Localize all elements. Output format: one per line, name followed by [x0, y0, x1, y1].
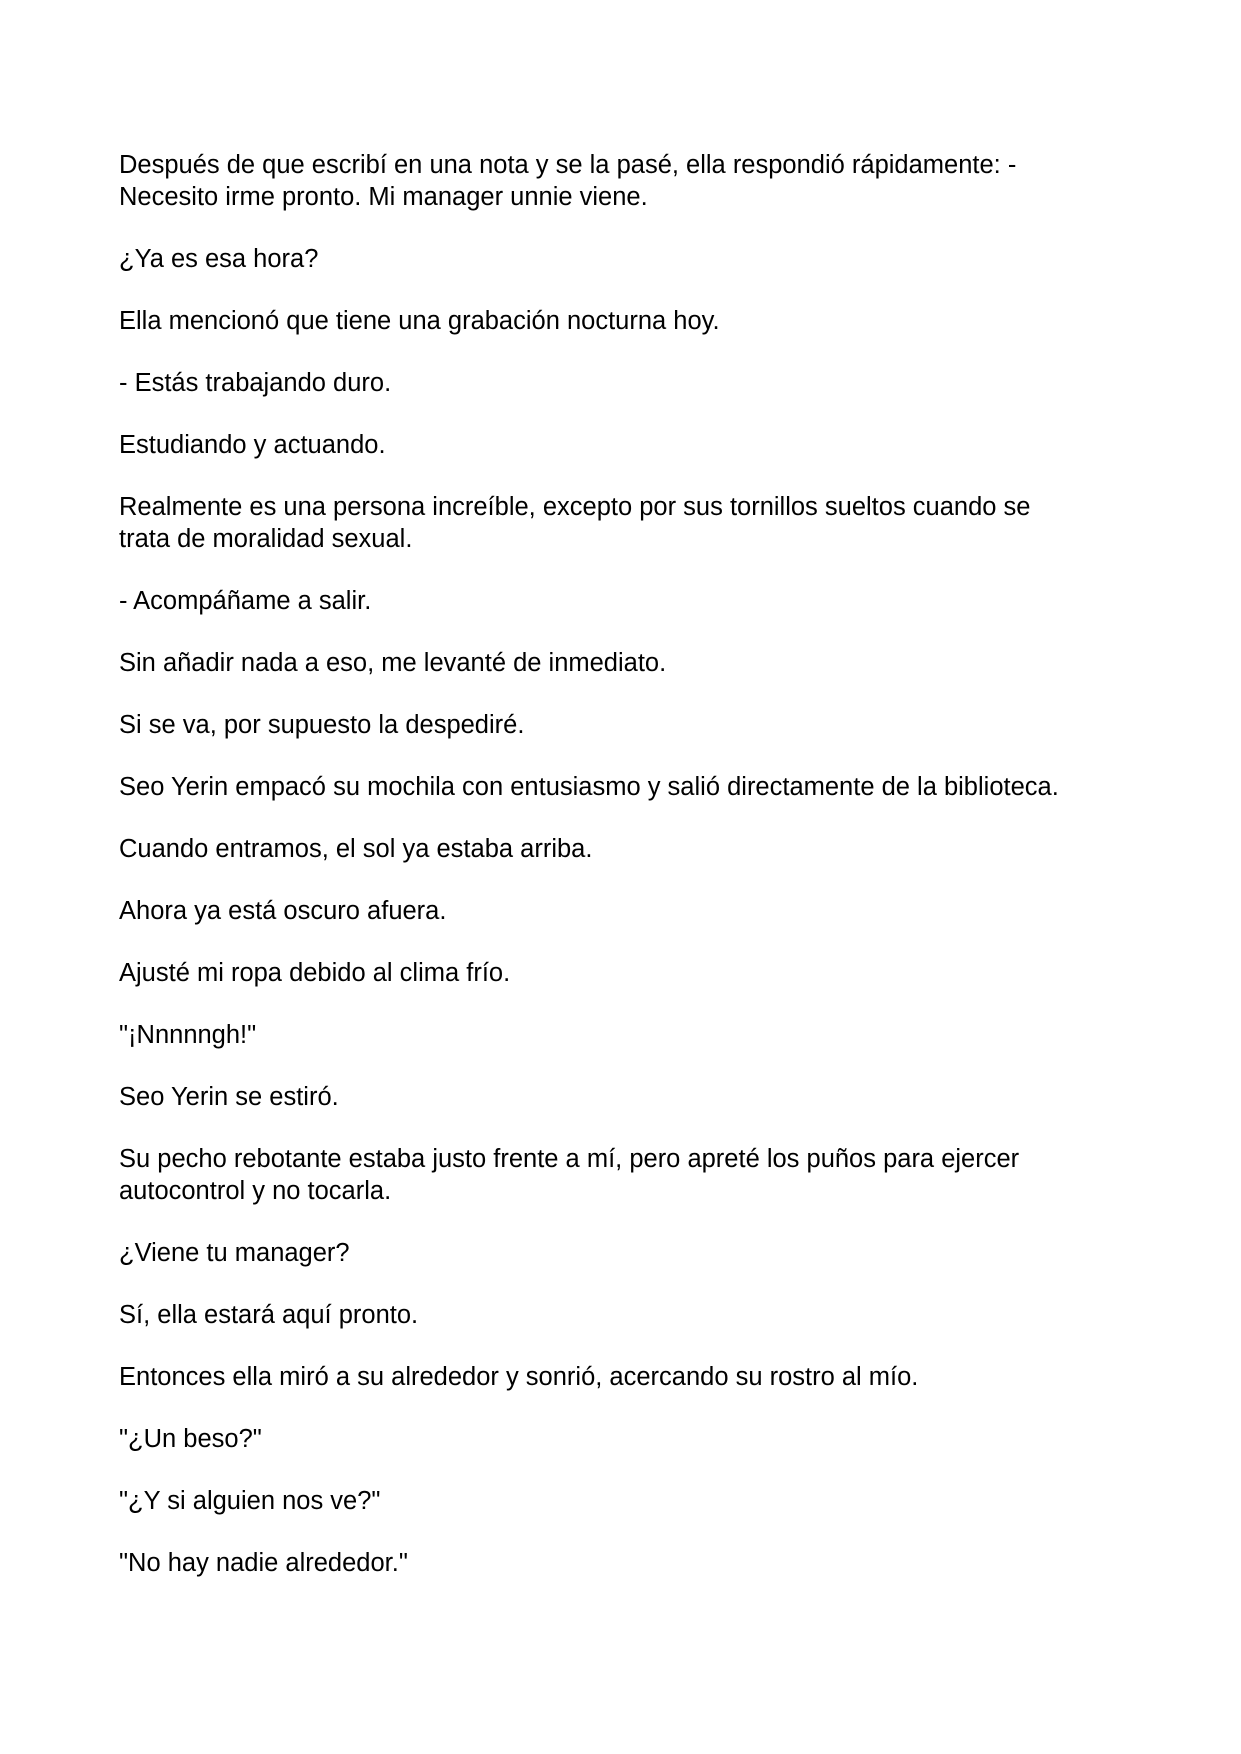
paragraph: [119, 895, 1131, 927]
paragraph: [119, 1547, 1131, 1579]
paragraph: [119, 1361, 1131, 1393]
paragraph-line: Ajusté mi ropa debido al clima frío.: [119, 959, 511, 987]
paragraph-line: ¿Ya es esa hora?: [119, 245, 319, 273]
paragraph: [119, 1143, 1131, 1207]
paragraph-line: - Estás trabajando duro.: [119, 369, 392, 397]
document-body: [119, 149, 1131, 1579]
paragraph: [119, 305, 1131, 337]
paragraph: [119, 429, 1131, 461]
paragraph-line: Realmente es una persona increíble, excepto por sus tornillos sueltos cuando se: [119, 493, 1031, 521]
paragraph-line: autocontrol y no tocarla.: [119, 1177, 392, 1205]
paragraph: [119, 491, 1131, 555]
paragraph: [119, 1081, 1131, 1113]
paragraph-line: Sin añadir nada a eso, me levanté de inmediato.: [119, 649, 667, 677]
paragraph-line: ¿Viene tu manager?: [119, 1239, 350, 1267]
paragraph: [119, 647, 1131, 679]
paragraph: [119, 1485, 1131, 1517]
paragraph: [119, 149, 1131, 213]
paragraph-line: trata de moralidad sexual.: [119, 525, 413, 553]
paragraph: [119, 1423, 1131, 1455]
paragraph-line: Si se va, por supuesto la despediré.: [119, 711, 525, 739]
paragraph: [119, 367, 1131, 399]
paragraph-line: Ahora ya está oscuro afuera.: [119, 897, 447, 925]
paragraph: [119, 957, 1131, 989]
paragraph-line: Seo Yerin empacó su mochila con entusiasmo y salió directamente de la biblioteca.: [119, 773, 1059, 801]
paragraph-line: Después de que escribí en una nota y se la pasé, ella respondió rápidamente: -: [119, 151, 1017, 179]
paragraph-line: Necesito irme pronto. Mi manager unnie viene.: [119, 183, 648, 211]
paragraph: [119, 1299, 1131, 1331]
paragraph: [119, 833, 1131, 865]
paragraph-line: Seo Yerin se estiró.: [119, 1083, 339, 1111]
paragraph-line: "¿Un beso?": [119, 1425, 262, 1453]
paragraph-line: "¡Nnnnngh!": [119, 1021, 257, 1049]
paragraph-line: Ella mencionó que tiene una grabación nocturna hoy.: [119, 307, 720, 335]
paragraph-line: Su pecho rebotante estaba justo frente a mí, pero apreté los puños para ejercer: [119, 1145, 1020, 1173]
paragraph-line: "No hay nadie alrededor.": [119, 1549, 408, 1577]
paragraph-line: Estudiando y actuando.: [119, 431, 386, 459]
paragraph: [119, 709, 1131, 741]
paragraph-line: Cuando entramos, el sol ya estaba arriba.: [119, 835, 593, 863]
paragraph-line: - Acompáñame a salir.: [119, 587, 372, 615]
paragraph: [119, 1019, 1131, 1051]
paragraph: [119, 1237, 1131, 1269]
paragraph: [119, 243, 1131, 275]
paragraph-line: Entonces ella miró a su alrededor y sonrió, acercando su rostro al mío.: [119, 1363, 919, 1391]
paragraph-line: "¿Y si alguien nos ve?": [119, 1487, 381, 1515]
paragraph: [119, 585, 1131, 617]
paragraph-line: Sí, ella estará aquí pronto.: [119, 1301, 419, 1329]
paragraph: [119, 771, 1131, 803]
